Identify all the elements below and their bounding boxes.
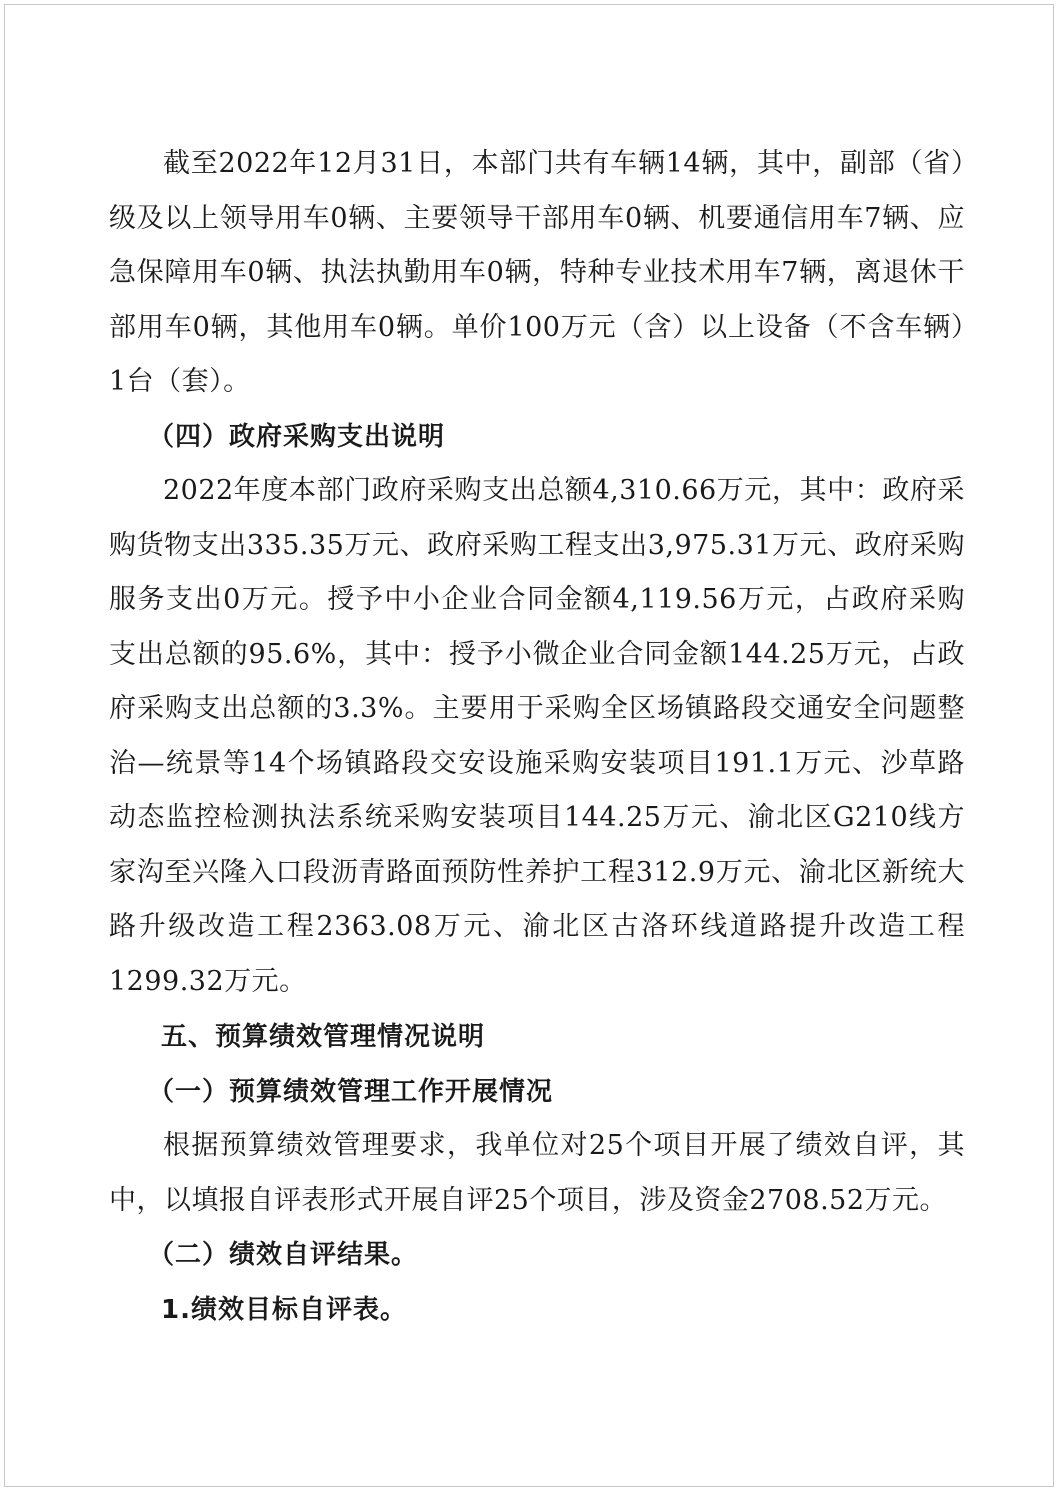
performance-paragraph: 根据预算绩效管理要求，我单位对25个项目开展了绩效自评，其中，以填报自评表形式开展自评25个项目，涉及资金2708.52万元。	[109, 1130, 965, 1216]
document-body	[109, 137, 965, 1337]
procurement-paragraph: 2022年度本部门政府采购支出总额4,310.66万元，其中：政府采购货物支出335.35万元、政府采购工程支出3,975.31万元、政府采购服务支出0万元。授予中小企业合同金额4,119.56万元，占政府采购支出总额的95.6%，其中：授予小微企业合同金额144.25万元，占政府采购支出总额的3.3%。主要用于采购全区场镇路段交通安全问题整治—统景等14个场镇路段交安设施采购安装项目191.1万元、沙草路动态监控检测执法系统采购安装项目144.25万元、渝北区G210线方家沟至兴隆入口段沥青路面预防性养护工程312.9万元、渝北区新统大路升级改造工程2363.08万元、渝北区古洛环线道路提升改造工程1299.32万元。	[109, 475, 965, 997]
section-heading-performance: 五、预算绩效管理情况说明	[161, 1022, 486, 1052]
subheading-self-evaluation: （二）绩效自评结果。	[148, 1240, 419, 1270]
document-page	[4, 4, 1054, 1487]
section-heading-procurement: （四）政府采购支出说明	[148, 421, 446, 452]
subheading-performance-work: （一）预算绩效管理工作开展情况	[148, 1076, 554, 1107]
vehicle-paragraph: 截至2022年12月31日，本部门共有车辆14辆，其中，副部（省）级及以上领导用车0辆、主要领导干部用车0辆、机要通信用车7辆、应急保障用车0辆、执法执勤用车0辆，特种专业技术用车7辆，离退休干部用车0辆，其他用车0辆。单价100万元（含）以上设备（不含车辆）1台（套）。	[109, 148, 965, 397]
subheading-target-table: 1.绩效目标自评表。	[161, 1294, 407, 1325]
